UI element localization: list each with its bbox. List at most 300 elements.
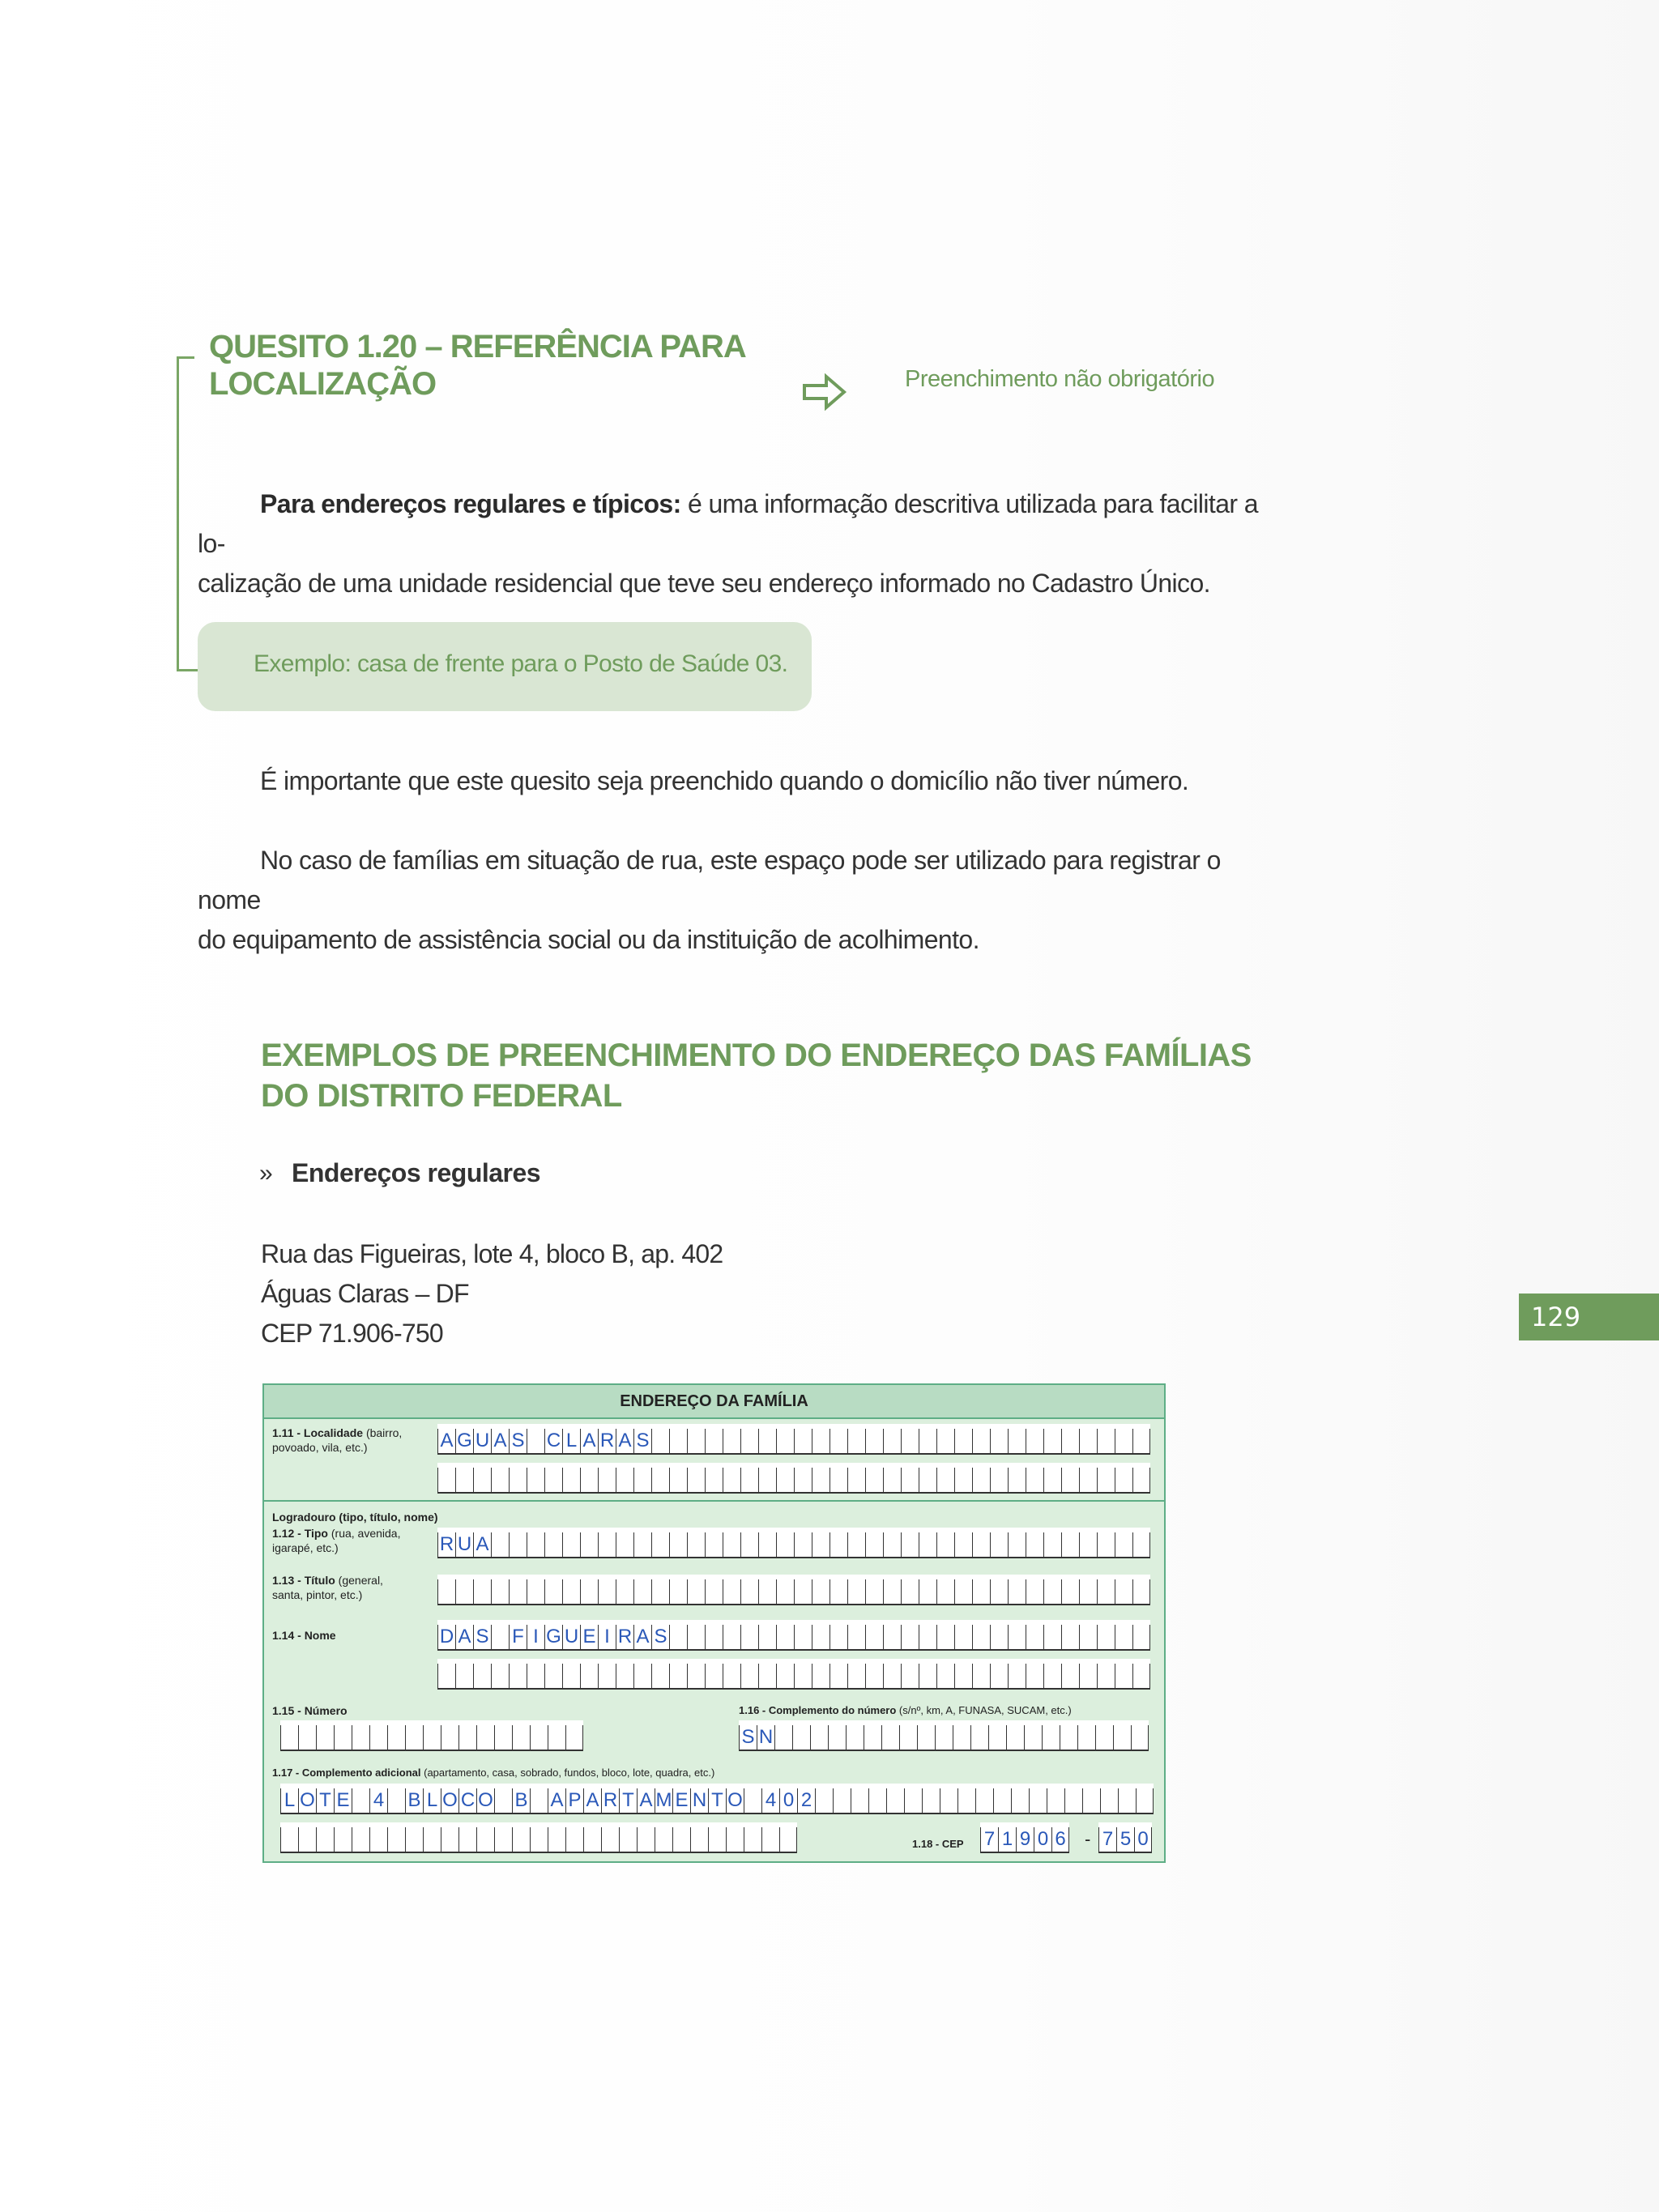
char-box[interactable] <box>1097 1625 1115 1649</box>
char-box[interactable] <box>1115 1468 1132 1492</box>
char-box[interactable] <box>1047 1788 1064 1813</box>
char-box[interactable]: B <box>405 1788 423 1813</box>
char-box[interactable] <box>740 1468 758 1492</box>
char-box[interactable] <box>990 1664 1008 1688</box>
char-box[interactable] <box>405 1725 423 1750</box>
char-box[interactable]: B <box>512 1788 530 1813</box>
char-box[interactable]: 5 <box>1116 1827 1134 1852</box>
char-box[interactable] <box>776 1625 794 1649</box>
char-box[interactable] <box>1097 1429 1115 1453</box>
char-box[interactable] <box>687 1664 705 1688</box>
char-box[interactable]: N <box>757 1725 774 1750</box>
char-box[interactable] <box>830 1532 847 1557</box>
char-box[interactable] <box>580 1579 598 1604</box>
char-box[interactable] <box>527 1579 544 1604</box>
char-box[interactable] <box>651 1429 669 1453</box>
char-box[interactable] <box>901 1468 919 1492</box>
char-box[interactable] <box>812 1429 830 1453</box>
char-box[interactable] <box>847 1579 865 1604</box>
char-box[interactable]: 2 <box>797 1788 815 1813</box>
char-box[interactable] <box>334 1827 352 1852</box>
char-box[interactable] <box>1029 1788 1047 1813</box>
char-box[interactable] <box>280 1827 298 1852</box>
char-box[interactable] <box>1061 1429 1079 1453</box>
field-1-14-input-line1[interactable] <box>437 1620 1150 1651</box>
char-box[interactable] <box>544 1468 562 1492</box>
char-box[interactable] <box>687 1468 705 1492</box>
field-1-11-input-line2[interactable] <box>437 1463 1150 1494</box>
char-box[interactable] <box>669 1532 687 1557</box>
char-box[interactable] <box>847 1429 865 1453</box>
char-box[interactable] <box>512 1827 530 1852</box>
char-box[interactable] <box>687 1625 705 1649</box>
char-box[interactable] <box>972 1625 990 1649</box>
char-box[interactable] <box>455 1664 473 1688</box>
char-box[interactable] <box>1097 1579 1115 1604</box>
char-box[interactable] <box>1008 1625 1026 1649</box>
char-box[interactable] <box>970 1725 988 1750</box>
char-box[interactable] <box>655 1827 672 1852</box>
char-box[interactable] <box>387 1788 405 1813</box>
char-box[interactable] <box>776 1468 794 1492</box>
char-box[interactable]: T <box>708 1788 726 1813</box>
char-box[interactable] <box>1132 1664 1150 1688</box>
char-box[interactable] <box>633 1532 651 1557</box>
char-box[interactable] <box>792 1725 810 1750</box>
char-box[interactable] <box>740 1664 758 1688</box>
char-box[interactable] <box>598 1664 616 1688</box>
char-box[interactable]: 4 <box>369 1788 387 1813</box>
char-box[interactable]: R <box>598 1429 616 1453</box>
char-box[interactable]: I <box>527 1625 544 1649</box>
char-box[interactable] <box>1026 1664 1043 1688</box>
char-box[interactable] <box>758 1429 776 1453</box>
char-box[interactable] <box>405 1827 423 1852</box>
char-box[interactable] <box>1115 1664 1132 1688</box>
char-box[interactable] <box>919 1429 936 1453</box>
char-box[interactable] <box>1043 1429 1061 1453</box>
char-box[interactable] <box>723 1579 740 1604</box>
char-box[interactable] <box>954 1429 972 1453</box>
char-box[interactable] <box>972 1429 990 1453</box>
char-box[interactable] <box>298 1725 316 1750</box>
char-box[interactable] <box>935 1725 953 1750</box>
char-box[interactable] <box>672 1827 690 1852</box>
field-1-13-input[interactable] <box>437 1575 1150 1605</box>
char-box[interactable] <box>758 1579 776 1604</box>
char-box[interactable]: G <box>544 1625 562 1649</box>
char-box[interactable]: U <box>473 1429 491 1453</box>
char-box[interactable] <box>723 1429 740 1453</box>
char-box[interactable] <box>901 1532 919 1557</box>
char-box[interactable] <box>473 1664 491 1688</box>
char-box[interactable] <box>1061 1579 1079 1604</box>
char-box[interactable] <box>828 1725 846 1750</box>
char-box[interactable] <box>794 1625 812 1649</box>
char-box[interactable] <box>369 1827 387 1852</box>
char-box[interactable] <box>1132 1532 1150 1557</box>
char-box[interactable] <box>1043 1468 1061 1492</box>
char-box[interactable] <box>1008 1532 1026 1557</box>
char-box[interactable] <box>651 1664 669 1688</box>
char-box[interactable]: A <box>633 1625 651 1649</box>
char-box[interactable] <box>687 1429 705 1453</box>
char-box[interactable] <box>1060 1725 1077 1750</box>
char-box[interactable] <box>1097 1468 1115 1492</box>
char-box[interactable] <box>1115 1579 1132 1604</box>
char-box[interactable] <box>1006 1725 1024 1750</box>
char-box[interactable] <box>936 1625 954 1649</box>
char-box[interactable]: I <box>598 1625 616 1649</box>
char-box[interactable] <box>1118 1788 1136 1813</box>
char-box[interactable] <box>776 1429 794 1453</box>
char-box[interactable] <box>1100 1788 1118 1813</box>
char-box[interactable] <box>988 1725 1006 1750</box>
char-box[interactable] <box>975 1788 993 1813</box>
char-box[interactable] <box>919 1468 936 1492</box>
char-box[interactable]: U <box>562 1625 580 1649</box>
char-box[interactable] <box>812 1664 830 1688</box>
char-box[interactable] <box>794 1532 812 1557</box>
char-box[interactable] <box>509 1532 527 1557</box>
char-box[interactable]: S <box>633 1429 651 1453</box>
char-box[interactable] <box>883 1429 901 1453</box>
char-box[interactable] <box>423 1725 441 1750</box>
char-box[interactable] <box>1026 1625 1043 1649</box>
char-box[interactable] <box>633 1579 651 1604</box>
char-box[interactable] <box>776 1579 794 1604</box>
char-box[interactable] <box>883 1625 901 1649</box>
char-box[interactable] <box>705 1532 723 1557</box>
char-box[interactable] <box>740 1579 758 1604</box>
char-box[interactable] <box>886 1788 904 1813</box>
char-box[interactable] <box>476 1827 494 1852</box>
char-box[interactable] <box>705 1664 723 1688</box>
char-box[interactable] <box>637 1827 655 1852</box>
char-box[interactable]: E <box>580 1625 598 1649</box>
char-box[interactable] <box>1026 1532 1043 1557</box>
char-box[interactable] <box>1079 1625 1097 1649</box>
char-box[interactable] <box>1061 1625 1079 1649</box>
char-box[interactable] <box>868 1788 886 1813</box>
char-box[interactable] <box>705 1579 723 1604</box>
char-box[interactable]: A <box>491 1429 509 1453</box>
char-box[interactable] <box>990 1468 1008 1492</box>
char-box[interactable] <box>936 1468 954 1492</box>
char-box[interactable] <box>776 1664 794 1688</box>
char-box[interactable] <box>830 1579 847 1604</box>
char-box[interactable] <box>919 1625 936 1649</box>
char-box[interactable] <box>1026 1579 1043 1604</box>
char-box[interactable]: R <box>616 1625 633 1649</box>
char-box[interactable] <box>1024 1725 1042 1750</box>
char-box[interactable] <box>726 1827 744 1852</box>
char-box[interactable]: A <box>437 1429 455 1453</box>
char-box[interactable] <box>369 1725 387 1750</box>
char-box[interactable]: M <box>655 1789 672 1811</box>
char-box[interactable] <box>740 1625 758 1649</box>
char-box[interactable] <box>1132 1625 1150 1649</box>
char-box[interactable] <box>1011 1788 1029 1813</box>
char-box[interactable] <box>509 1468 527 1492</box>
char-box[interactable] <box>494 1788 512 1813</box>
char-box[interactable]: E <box>334 1788 352 1813</box>
char-box[interactable] <box>990 1532 1008 1557</box>
char-box[interactable] <box>491 1579 509 1604</box>
field-1-14-input-line2[interactable] <box>437 1659 1150 1690</box>
char-box[interactable]: T <box>316 1788 334 1813</box>
char-box[interactable] <box>473 1579 491 1604</box>
char-box[interactable] <box>633 1468 651 1492</box>
char-box[interactable] <box>633 1664 651 1688</box>
char-box[interactable] <box>901 1664 919 1688</box>
char-box[interactable]: A <box>583 1788 601 1813</box>
char-box[interactable] <box>509 1664 527 1688</box>
char-box[interactable] <box>565 1827 583 1852</box>
char-box[interactable]: 6 <box>1051 1827 1069 1852</box>
char-box[interactable] <box>580 1532 598 1557</box>
char-box[interactable]: O <box>298 1788 316 1813</box>
char-box[interactable] <box>527 1532 544 1557</box>
char-box[interactable] <box>1097 1664 1115 1688</box>
char-box[interactable] <box>473 1468 491 1492</box>
char-box[interactable]: A <box>455 1625 473 1649</box>
char-box[interactable] <box>352 1827 369 1852</box>
char-box[interactable] <box>1131 1725 1149 1750</box>
char-box[interactable] <box>494 1725 512 1750</box>
char-box[interactable] <box>1008 1468 1026 1492</box>
char-box[interactable]: 0 <box>779 1788 797 1813</box>
char-box[interactable] <box>687 1532 705 1557</box>
char-box[interactable] <box>919 1579 936 1604</box>
char-box[interactable] <box>954 1468 972 1492</box>
char-box[interactable] <box>954 1664 972 1688</box>
char-box[interactable] <box>1043 1664 1061 1688</box>
field-1-17-input-line1[interactable] <box>280 1784 1154 1814</box>
char-box[interactable] <box>954 1579 972 1604</box>
char-box[interactable] <box>744 1827 761 1852</box>
char-box[interactable] <box>1095 1725 1113 1750</box>
char-box[interactable] <box>1061 1532 1079 1557</box>
char-box[interactable] <box>758 1664 776 1688</box>
char-box[interactable] <box>1061 1664 1079 1688</box>
char-box[interactable] <box>651 1579 669 1604</box>
char-box[interactable] <box>669 1468 687 1492</box>
char-box[interactable] <box>901 1625 919 1649</box>
char-box[interactable] <box>1079 1579 1097 1604</box>
char-box[interactable] <box>1026 1468 1043 1492</box>
char-box[interactable] <box>512 1725 530 1750</box>
char-box[interactable] <box>616 1532 633 1557</box>
char-box[interactable] <box>779 1827 797 1852</box>
char-box[interactable] <box>1132 1429 1150 1453</box>
char-box[interactable]: A <box>580 1429 598 1453</box>
char-box[interactable]: U <box>455 1532 473 1557</box>
char-box[interactable] <box>1079 1429 1097 1453</box>
char-box[interactable] <box>846 1725 864 1750</box>
char-box[interactable] <box>280 1725 298 1750</box>
char-box[interactable] <box>352 1788 369 1813</box>
char-box[interactable] <box>812 1579 830 1604</box>
char-box[interactable] <box>865 1625 883 1649</box>
char-box[interactable] <box>562 1468 580 1492</box>
char-box[interactable]: 4 <box>761 1788 779 1813</box>
char-box[interactable] <box>491 1625 509 1649</box>
char-box[interactable] <box>954 1625 972 1649</box>
char-box[interactable] <box>669 1664 687 1688</box>
char-box[interactable]: C <box>544 1429 562 1453</box>
char-box[interactable] <box>940 1788 957 1813</box>
char-box[interactable] <box>598 1468 616 1492</box>
char-box[interactable] <box>669 1579 687 1604</box>
char-box[interactable]: O <box>726 1788 744 1813</box>
char-box[interactable] <box>1136 1788 1154 1813</box>
char-box[interactable] <box>616 1579 633 1604</box>
char-box[interactable] <box>919 1664 936 1688</box>
char-box[interactable] <box>810 1725 828 1750</box>
char-box[interactable] <box>993 1788 1011 1813</box>
char-box[interactable]: S <box>651 1625 669 1649</box>
char-box[interactable]: 7 <box>980 1827 998 1852</box>
char-box[interactable] <box>616 1664 633 1688</box>
char-box[interactable] <box>740 1532 758 1557</box>
char-box[interactable]: R <box>437 1532 455 1557</box>
char-box[interactable] <box>815 1788 833 1813</box>
char-box[interactable] <box>957 1788 975 1813</box>
char-box[interactable] <box>1132 1468 1150 1492</box>
char-box[interactable] <box>936 1429 954 1453</box>
char-box[interactable] <box>899 1725 917 1750</box>
char-box[interactable] <box>830 1664 847 1688</box>
char-box[interactable] <box>776 1532 794 1557</box>
char-box[interactable] <box>437 1468 455 1492</box>
char-box[interactable] <box>812 1532 830 1557</box>
char-box[interactable] <box>812 1625 830 1649</box>
char-box[interactable] <box>1115 1532 1132 1557</box>
char-box[interactable]: 0 <box>1134 1827 1152 1852</box>
char-box[interactable]: 0 <box>1034 1827 1051 1852</box>
char-box[interactable] <box>972 1664 990 1688</box>
char-box[interactable] <box>298 1827 316 1852</box>
char-box[interactable] <box>601 1827 619 1852</box>
char-box[interactable] <box>758 1468 776 1492</box>
char-box[interactable]: R <box>601 1788 619 1813</box>
char-box[interactable] <box>864 1725 881 1750</box>
char-box[interactable] <box>865 1664 883 1688</box>
char-box[interactable] <box>865 1468 883 1492</box>
char-box[interactable] <box>387 1725 405 1750</box>
char-box[interactable] <box>972 1468 990 1492</box>
char-box[interactable]: N <box>690 1788 708 1813</box>
char-box[interactable]: C <box>458 1788 476 1813</box>
field-1-16-input[interactable] <box>739 1720 1149 1751</box>
char-box[interactable] <box>761 1827 779 1852</box>
char-box[interactable]: 1 <box>998 1827 1016 1852</box>
field-1-11-input-line1[interactable] <box>437 1424 1150 1455</box>
char-box[interactable] <box>530 1725 548 1750</box>
field-1-18-cep-part2[interactable] <box>1098 1822 1152 1853</box>
char-box[interactable] <box>705 1429 723 1453</box>
char-box[interactable] <box>1077 1725 1095 1750</box>
char-box[interactable] <box>847 1625 865 1649</box>
char-box[interactable] <box>1097 1532 1115 1557</box>
char-box[interactable] <box>744 1788 761 1813</box>
char-box[interactable]: O <box>476 1788 494 1813</box>
char-box[interactable] <box>1079 1664 1097 1688</box>
char-box[interactable] <box>723 1532 740 1557</box>
char-box[interactable] <box>565 1725 583 1750</box>
char-box[interactable]: L <box>562 1429 580 1453</box>
char-box[interactable] <box>619 1827 637 1852</box>
char-box[interactable] <box>316 1725 334 1750</box>
char-box[interactable] <box>847 1468 865 1492</box>
char-box[interactable] <box>1082 1788 1100 1813</box>
char-box[interactable] <box>794 1429 812 1453</box>
char-box[interactable] <box>1043 1532 1061 1557</box>
char-box[interactable] <box>865 1579 883 1604</box>
char-box[interactable] <box>833 1788 851 1813</box>
char-box[interactable] <box>919 1532 936 1557</box>
char-box[interactable] <box>865 1429 883 1453</box>
char-box[interactable] <box>1115 1625 1132 1649</box>
char-box[interactable] <box>794 1468 812 1492</box>
char-box[interactable] <box>953 1725 970 1750</box>
char-box[interactable] <box>954 1532 972 1557</box>
char-box[interactable] <box>794 1664 812 1688</box>
char-box[interactable] <box>1042 1725 1060 1750</box>
char-box[interactable] <box>1113 1725 1131 1750</box>
char-box[interactable] <box>883 1468 901 1492</box>
char-box[interactable] <box>491 1532 509 1557</box>
char-box[interactable] <box>881 1725 899 1750</box>
char-box[interactable] <box>598 1579 616 1604</box>
char-box[interactable] <box>580 1468 598 1492</box>
char-box[interactable] <box>830 1625 847 1649</box>
char-box[interactable] <box>476 1725 494 1750</box>
char-box[interactable] <box>758 1532 776 1557</box>
char-box[interactable] <box>544 1664 562 1688</box>
char-box[interactable] <box>669 1429 687 1453</box>
char-box[interactable]: D <box>437 1625 455 1649</box>
char-box[interactable]: E <box>672 1788 690 1813</box>
char-box[interactable] <box>423 1827 441 1852</box>
field-1-17-input-line2[interactable] <box>280 1822 797 1853</box>
char-box[interactable] <box>562 1579 580 1604</box>
char-box[interactable] <box>705 1625 723 1649</box>
char-box[interactable] <box>530 1827 548 1852</box>
char-box[interactable] <box>740 1429 758 1453</box>
char-box[interactable] <box>758 1625 776 1649</box>
char-box[interactable] <box>352 1725 369 1750</box>
char-box[interactable] <box>544 1532 562 1557</box>
char-box[interactable]: F <box>509 1625 527 1649</box>
char-box[interactable] <box>458 1725 476 1750</box>
char-box[interactable]: A <box>548 1788 565 1813</box>
char-box[interactable] <box>883 1579 901 1604</box>
char-box[interactable] <box>847 1664 865 1688</box>
char-box[interactable] <box>830 1468 847 1492</box>
char-box[interactable] <box>687 1579 705 1604</box>
char-box[interactable] <box>491 1664 509 1688</box>
char-box[interactable] <box>527 1468 544 1492</box>
char-box[interactable] <box>1008 1429 1026 1453</box>
char-box[interactable] <box>458 1827 476 1852</box>
char-box[interactable] <box>387 1827 405 1852</box>
char-box[interactable] <box>851 1788 868 1813</box>
char-box[interactable] <box>1026 1429 1043 1453</box>
char-box[interactable] <box>1061 1468 1079 1492</box>
char-box[interactable] <box>990 1625 1008 1649</box>
